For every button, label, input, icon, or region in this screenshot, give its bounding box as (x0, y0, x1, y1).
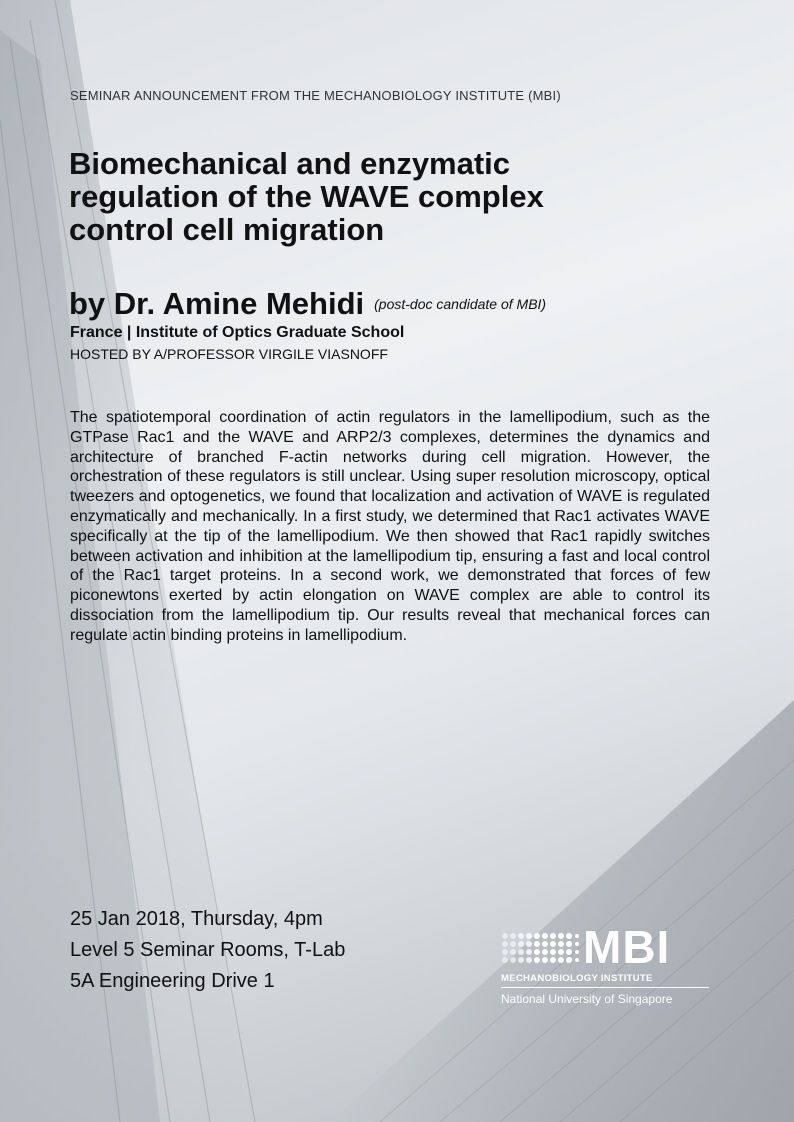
speaker-role: (post-doc candidate of MBI) (374, 296, 547, 312)
event-address: 5A Engineering Drive 1 (70, 970, 275, 992)
university-name: National University of Singapore (501, 992, 673, 1006)
speaker-line (69, 286, 759, 322)
mbi-wordmark: MBI (583, 921, 671, 973)
speaker-affiliation: France | Institute of Optics Graduate School (70, 324, 405, 341)
event-details (70, 904, 490, 997)
announcement-kicker: SEMINAR ANNOUNCEMENT FROM THE MECHANOBIOLOGY INSTITUTE (MBI) (70, 88, 561, 103)
talk-title-line: regulation of the WAVE complex (69, 179, 544, 214)
event-date: 25 Jan 2018, Thursday, 4pm (70, 908, 323, 930)
host-line: HOSTED BY A/PROFESSOR VIRGILE VIASNOFF (70, 346, 388, 362)
event-venue: Level 5 Seminar Rooms, T-Lab (70, 939, 346, 961)
speaker-name: by Dr. Amine Mehidi (69, 286, 365, 321)
talk-title-line: control cell migration (69, 212, 385, 247)
talk-title-line: Biomechanical and enzymatic (69, 146, 511, 181)
abstract-text: The spatiotemporal coordination of actin regulators in the lamellipodium, such as the GTPase Rac1 and the WAVE and ARP2/3 complexes, determines the dynamics and architecture of branched F-actin networks during cell migration. However, the orchestration of these regulators is still unclear. Using super resolution microscopy, optical tweezers and optogenetics, we found that localization and activation of WAVE is regulated enzymatically and mechanically. In a first study, we determined that Rac1 activates WAVE specifically at the tip of the lamellipodium. We then showed that Rac1 rapidly switches between activation and inhibition at the lamellipodium tip, ensuring a fast and local control of the Rac1 target proteins. In a second work, we demonstrated that forces of few piconewtons exerted by actin elongation on WAVE complex are able to control its dissociation from the lamellipodium tip. Our results reveal that mechanical forces can regulate actin binding proteins in lamellipodium. (70, 409, 710, 644)
mbi-logo (499, 921, 711, 1018)
dot-grid-icon (501, 932, 579, 966)
logo-divider (501, 987, 709, 988)
institute-name: MECHANOBIOLOGY INSTITUTE (501, 973, 653, 984)
talk-title (69, 147, 729, 246)
